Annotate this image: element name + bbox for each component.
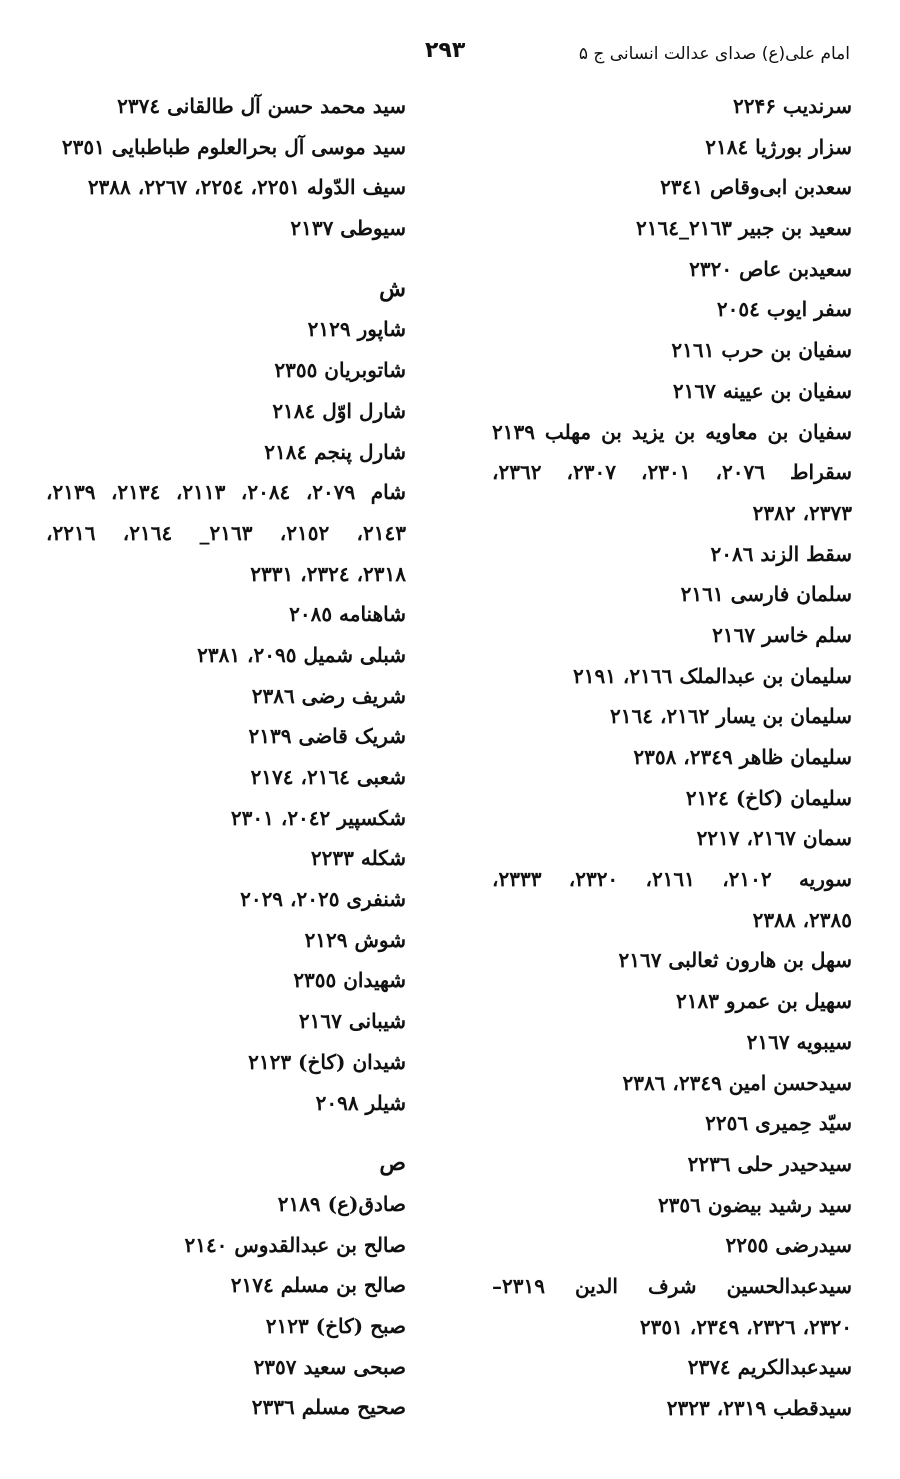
index-entry: صبح (کاخ) ۲۱۲۳ [265, 1313, 406, 1338]
index-entry: سرندیب ۲۲۴۶ [733, 94, 852, 118]
index-entry: شارل پنجم ۲۱۸٤ [264, 439, 406, 464]
section-letter-shin: ش [379, 275, 406, 302]
index-entry: شریف رضی ۲۳۸٦ [251, 683, 406, 708]
index-entry: سید موسی آل بحرالعلوم طباطبایی ۲۳٥۱ [61, 134, 406, 159]
index-entry-continuation: ۲۳۸٥، ۲۳۸۸ [752, 907, 852, 932]
index-entry: سعید بن جبیر ۲۱٦۳_۲۱٦٤ [635, 216, 852, 241]
book-title: امام علی(ع) صدای عدالت انسانی ج ۵ [578, 44, 850, 64]
index-entry-continuation: ۲۱٤۳، ۲۱٥۲، ۲۱٦۳_ ۲۱٦٤، ۲۲۱٦، [46, 520, 406, 545]
index-entry: شبلی شمیل ۲۰۹٥، ۲۳۸۱ [197, 642, 406, 667]
index-entry: سفیان بن معاویه بن یزید بن مهلب ۲۱۳۹ [492, 419, 852, 444]
index-entry: سیدرضی ۲۲٥٥ [725, 1233, 852, 1258]
index-entry: سیدعبدالحسین شرف الدین ۲۳۱۹– [492, 1273, 852, 1298]
index-entry: سیف الدّوله ۲۲٥۱، ۲۲٥٤، ۲۲٦۷، ۲۳۸۸ [87, 175, 406, 200]
section-letter-sad: ص [379, 1150, 406, 1177]
index-entry: شیبانی ۲۱٦۷ [298, 1009, 406, 1034]
index-entry: سلیمان (کاخ) ۲۱۲٤ [685, 785, 852, 810]
index-entry: سفیان بن عیینه ۲۱٦۷ [672, 378, 852, 403]
index-entry: صالح بن عبدالقدوس ۲۱٤۰ [184, 1232, 406, 1257]
index-entry-continuation: ۲۳۲۰، ۲۳۲٦، ۲۳٤۹، ۲۳٥۱ [639, 1314, 852, 1339]
index-entry: سزار بورژیا ۲۱۸٤ [705, 134, 852, 159]
index-entry: شاتوبریان ۲۳٥٥ [274, 358, 406, 383]
index-entry: سلیمان ظاهر ۲۳٤۹، ۲۳٥۸ [633, 745, 852, 769]
index-entry: صالح بن مسلم ۲۱۷٤ [230, 1273, 406, 1298]
index-entry: شاهنامه ۲۰۸٥ [289, 602, 406, 627]
index-entry: سید رشید بیضون ۲۳٥٦ [657, 1192, 852, 1217]
index-entry: سقراط ۲۰۷٦، ۲۳۰۱، ۲۳۰۷، ۲۳٦۲، [492, 460, 852, 485]
index-entry: شیلر ۲۰۹۸ [315, 1090, 406, 1115]
index-entry: شنفری ۲۰۲٥، ۲۰۲۹ [240, 887, 406, 912]
index-entry: سیدحسن امین ۲۳٤۹، ۲۳۸٦ [622, 1070, 852, 1095]
index-entry: سیدقطب ۲۳۱۹، ۲۳۲۳ [666, 1396, 852, 1420]
index-entry: صادق(ع) ۲۱۸۹ [277, 1191, 406, 1216]
index-entry: سعدبن ابی‌وقاص ۲۳٤۱ [660, 175, 852, 200]
index-entry: شام ۲۰۷۹، ۲۰۸٤، ۲۱۱۳، ۲۱۳٤، ۲۱۳۹، [46, 480, 407, 505]
index-entry: سیبویه ۲۱٦۷ [746, 1029, 852, 1054]
index-entry: سلمان فارسی ۲۱٦۱ [680, 582, 852, 607]
index-entry: شارل اوّل ۲۱۸٤ [272, 398, 406, 423]
index-entry: شهیدان ۲۳٥٥ [293, 968, 406, 993]
index-entry: شکسپیر ۲۰٤۲، ۲۳۰۱ [230, 805, 406, 830]
index-entry: سفر ایوب ۲۰٥٤ [716, 297, 852, 322]
index-entry-continuation: ۲۳۱۸، ۲۳۲٤، ۲۳۳۱ [250, 561, 406, 586]
index-entry: سلیمان بن یسار ۲۱٦۲، ۲۱٦٤ [610, 704, 852, 729]
index-column-left [46, 86, 406, 1428]
index-entry: صبحی سعید ۲۳٥۷ [253, 1354, 406, 1379]
index-entry: سیدعبدالکریم ۲۳۷٤ [687, 1355, 852, 1380]
index-entry: سهل بن هارون ثعالبی ۲۱٦۷ [618, 948, 852, 973]
page-header [50, 38, 850, 78]
index-entry: سهیل بن عمرو ۲۱۸۳ [676, 989, 852, 1014]
index-entry: سعیدبن عاص ۲۳۲۰ [689, 256, 852, 281]
page-number: ۲۹۳ [425, 38, 466, 63]
index-entry: سمان ۲۱٦۷، ۲۲۱۷ [696, 826, 852, 851]
index-entry: شعبی ۲۱٦٤، ۲۱۷٤ [250, 765, 406, 789]
index-entry-continuation: ۲۳۷۳، ۲۳۸۲ [752, 500, 852, 525]
index-entry: سلم خاسر ۲۱٦۷ [712, 622, 852, 647]
index-entry: شیدان (کاخ) ۲۱۲۳ [248, 1049, 406, 1074]
index-entry: شوش ۲۱۲۹ [304, 927, 406, 952]
index-entry: سوریه ۲۱۰۲، ۲۱٦۱، ۲۳۲۰، ۲۳۳۳، [492, 867, 852, 892]
index-column-right [492, 86, 852, 1429]
index-entry: سفیان بن حرب ۲۱٦۱ [671, 338, 852, 363]
index-entry: سیوطی ۲۱۳۷ [290, 216, 406, 241]
index-entry: سقط الزند ۲۰۸٦ [710, 541, 852, 566]
index-entry: سیدحیدر حلی ۲۲۳٦ [687, 1151, 852, 1176]
index-entry: شکله ۲۲۳۳ [310, 846, 406, 871]
index-entry: سلیمان بن عبدالملک ۲۱٦٦، ۲۱۹۱ [573, 663, 852, 688]
index-entry: شریک قاضی ۲۱۳۹ [248, 724, 406, 749]
index-entry: شاپور ۲۱۲۹ [307, 317, 406, 342]
index-entry: سیّد حِمیری ۲۲٥٦ [705, 1111, 852, 1136]
index-entry: سید محمد حسن آل طالقانی ۲۳۷٤ [117, 94, 406, 118]
index-entry: صحیح مسلم ۲۳۳٦ [251, 1395, 406, 1420]
